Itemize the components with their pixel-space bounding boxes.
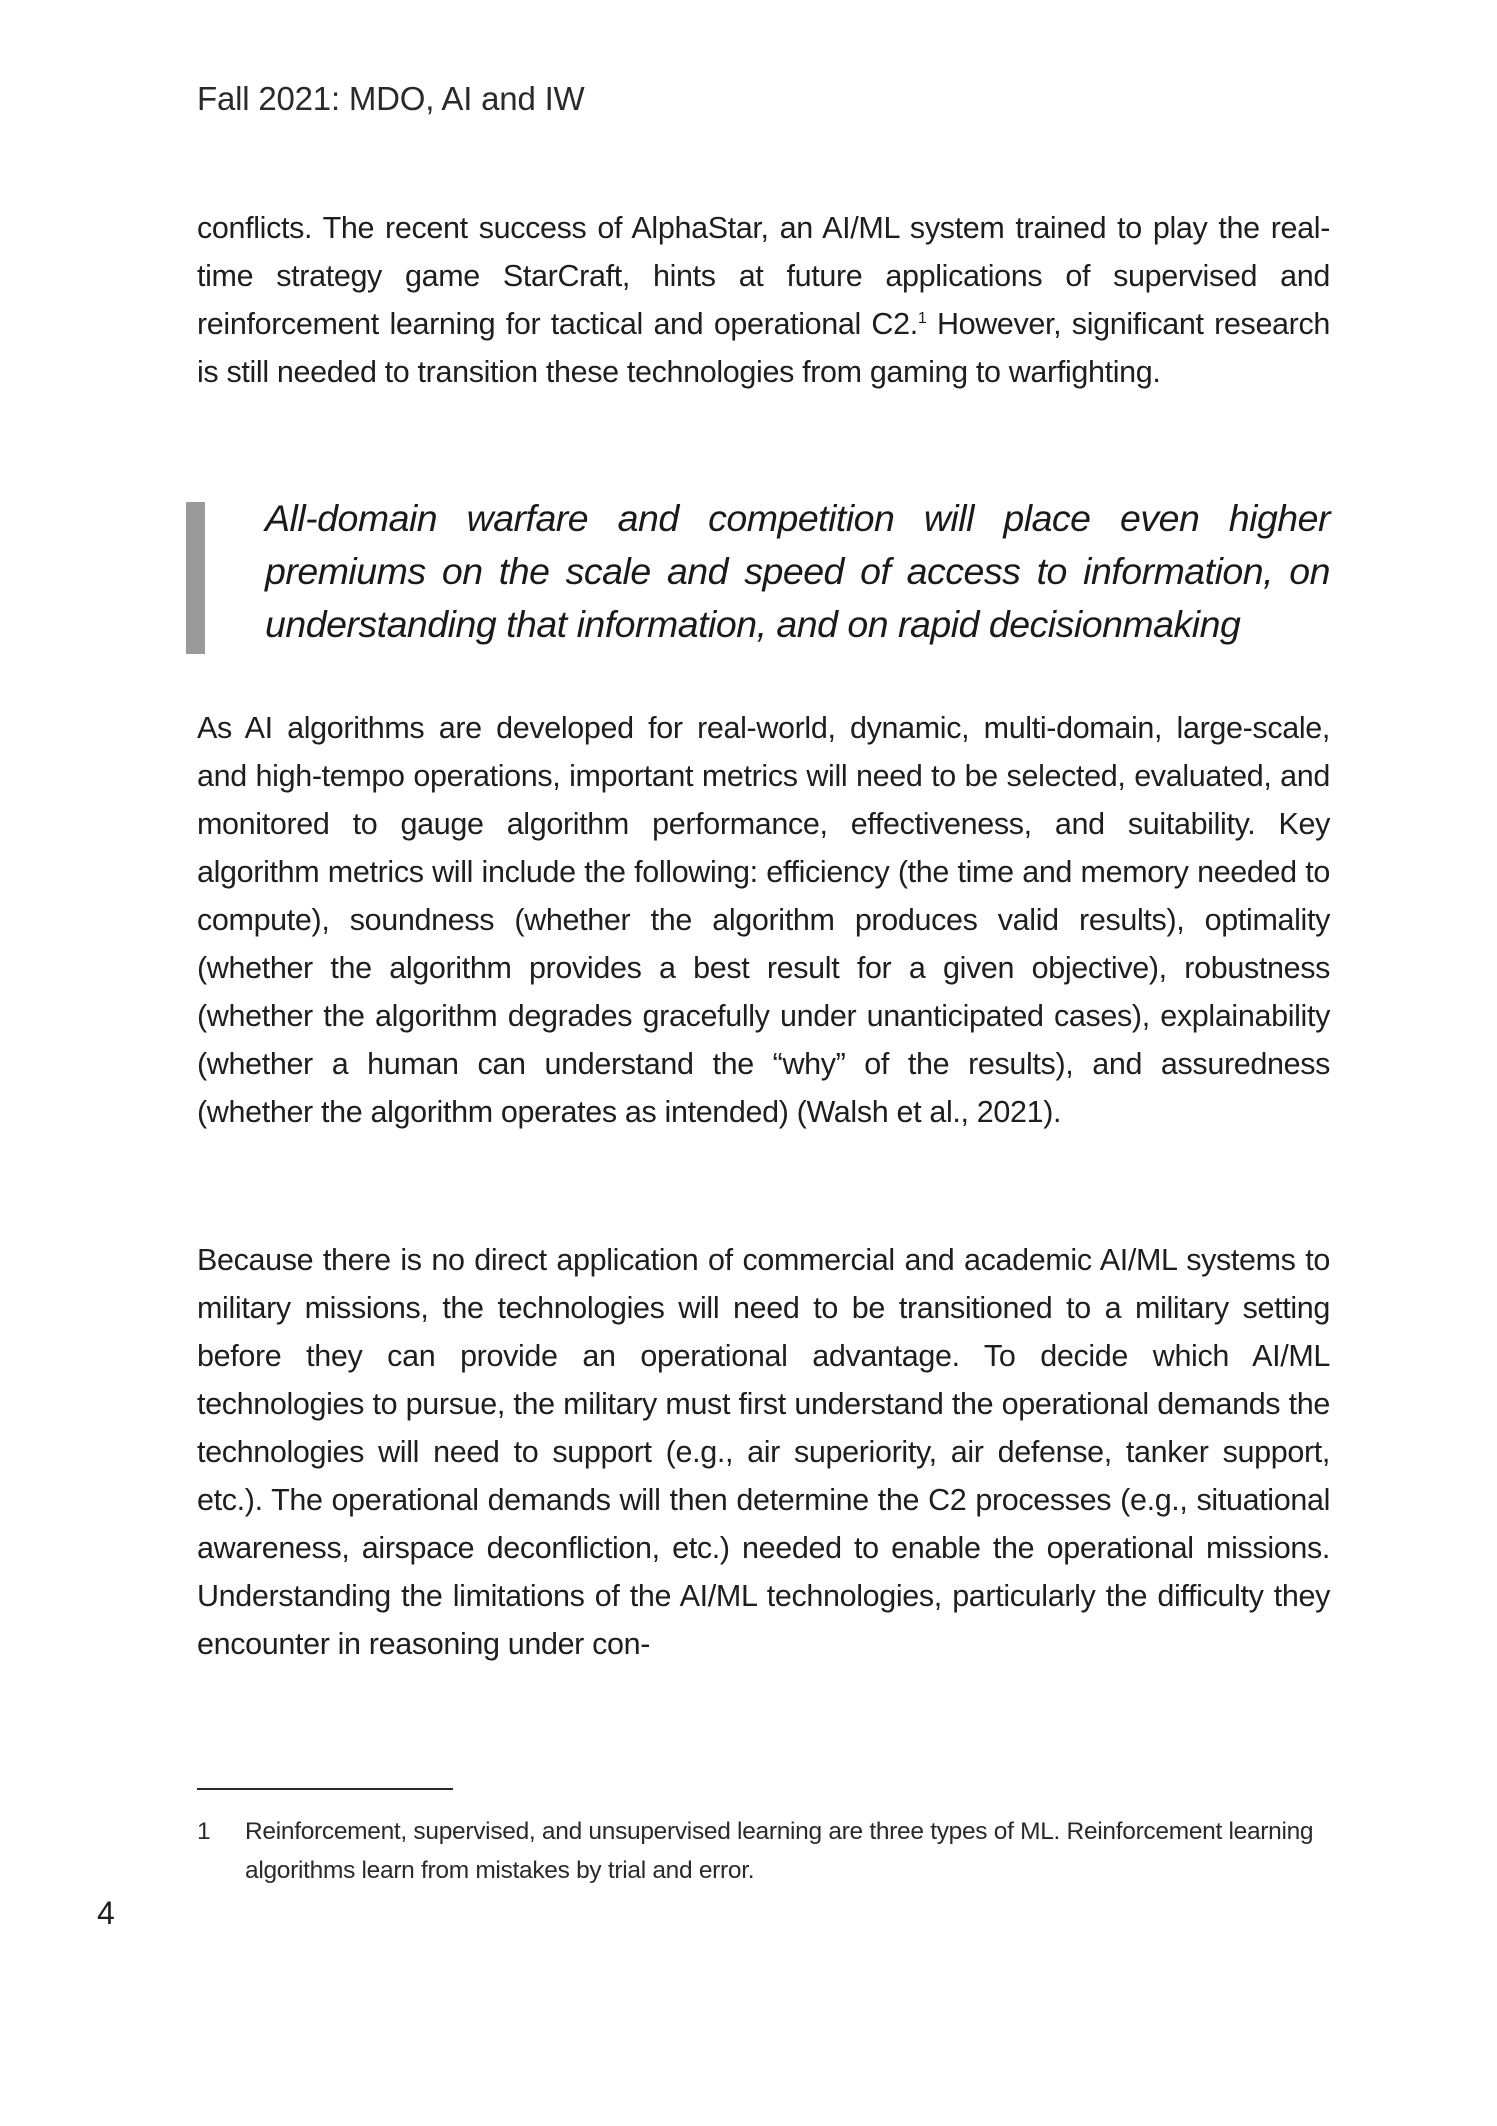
pull-quote-bar [186,502,205,654]
footnote-text: Reinforcement, supervised, and unsupervised learning are three types of ML. Reinforcement learning algorithms learn from mistakes by trial and error. [245,1818,1314,1884]
body-paragraph-2: As AI algorithms are developed for real-world, dynamic, multi-domain, large-scale, and high-tempo operations, important metrics will need to be selected, evaluated, and monitored to gauge algorithm performance, effectiveness, and suitability. Key algorithm metrics will include the following: efficiency (the time and memory needed to compute), soundness (whether the algorithm produces valid results), optimality (whether the algorithm provides a best result for a given objective), robustness (whether the algorithm degrades gracefully under unanticipated cases), explainability (whether a human can understand the “why” of the results), and assuredness (whether the algorithm operates as intended) (Walsh et al., 2021). [197,711,1330,1129]
body-paragraph-1 [197,204,1330,396]
paragraph-text: conflicts. The recent success of AlphaStar, an AI/ML system trained to play the real-time strategy game StarCraft, hints at future applications of supervised and reinforcement learning for tactical and operational C2. [197,211,1330,341]
page-number: 4 [97,1895,115,1931]
body-paragraph-3: Because there is no direct application of commercial and academic AI/ML systems to military missions, the technologies will need to be transitioned to a military setting before they can provide an operational advantage. To decide which AI/ML technologies to pursue, the military must first understand the operational demands the technologies will need to support (e.g., air superiority, air defense, tanker support, etc.). The operational demands will then determine the C2 processes (e.g., situational awareness, airspace deconfliction, etc.) needed to enable the operational missions. Understanding the limitations of the AI/ML technologies, particularly the difficulty they encounter in reasoning under con- [197,1243,1330,1661]
paragraph-text: However, significant research is still needed to transition these technologies from gaming to warfighting. [197,307,1330,389]
footnote-divider [197,1788,453,1790]
running-header: Fall 2021: MDO, AI and IW [197,80,585,117]
pull-quote [186,497,1336,658]
pull-quote-text: All-domain warfare and competition will place even higher premiums on the scale and speed of access to information, on understanding that information, and on rapid decisionmaking [265,497,1330,645]
footnote-reference[interactable]: 1 [917,310,927,327]
footnote-number: 1 [197,1818,211,1845]
